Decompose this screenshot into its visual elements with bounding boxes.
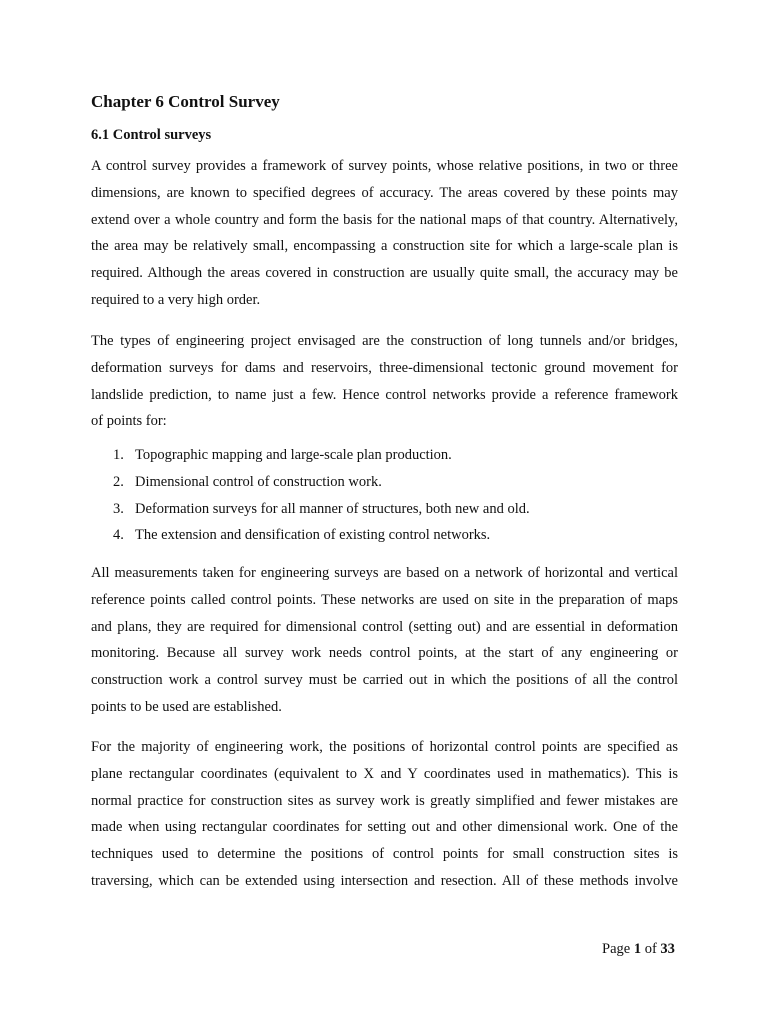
- paragraph-line: and plans, they are required for dimensional control (setting out) and are essential in deformation: [91, 618, 678, 635]
- paragraph-3: [91, 560, 678, 721]
- list-number: 2.: [113, 473, 124, 490]
- current-page-number: 1: [633, 941, 642, 957]
- chapter-title: Chapter 6 Control Survey: [91, 92, 280, 111]
- paragraph-line: monitoring. Because all survey work needs control points, at the start of any engineering or: [91, 645, 678, 662]
- list-item: [113, 472, 530, 499]
- paragraph-line: normal practice for construction sites as survey work is greatly simplified and fewer mistakes are: [91, 792, 678, 809]
- of-label: of: [644, 941, 657, 957]
- list-number: 4.: [113, 527, 124, 544]
- paragraph-line: All measurements taken for engineering surveys are based on a network of horizontal and vertical: [91, 565, 678, 581]
- paragraph-line: the area may be relatively small, encompassing a construction site for which a large-scale plan is: [91, 238, 678, 255]
- paragraph-line: For the majority of engineering work, the positions of horizontal control points are specified as: [91, 739, 678, 755]
- paragraph-line: landslide prediction, to name just a few. Hence control networks provide a reference framework: [91, 386, 678, 403]
- list-item: [113, 525, 530, 552]
- paragraph-line: deformation surveys for dams and reservoirs, three-dimensional tectonic ground movement for: [91, 359, 678, 376]
- paragraph-line: required. Although the areas covered in construction are usually quite small, the accuracy may be: [91, 265, 678, 282]
- paragraph-line: extend over a whole country and form the basis for the national maps of that country. Alternatively,: [91, 211, 678, 228]
- section-title: 6.1 Control surveys: [91, 127, 212, 143]
- paragraph-line: A control survey provides a framework of survey points, whose relative positions, in two or three: [91, 158, 678, 174]
- paragraph-line: dimensions, are known to specified degrees of accuracy. The areas covered by these points may: [91, 184, 678, 201]
- paragraph-4: [91, 734, 678, 895]
- paragraph-line: The types of engineering project envisaged are the construction of long tunnels and/or bridges,: [91, 333, 678, 349]
- paragraph-line: plane rectangular coordinates (equivalent to X and Y coordinates used in mathematics). This is: [91, 765, 678, 782]
- page-number-footer: [602, 941, 675, 958]
- page-label: Page: [602, 941, 631, 957]
- paragraph-1: [91, 153, 678, 314]
- list-text: Topographic mapping and large-scale plan production.: [135, 447, 452, 463]
- paragraph-line: construction work a control survey must be carried out in which the positions of all the control: [91, 672, 678, 689]
- list-text: The extension and densification of existing control networks.: [135, 527, 491, 544]
- paragraph-line: of points for:: [91, 413, 167, 430]
- paragraph-2: [91, 328, 678, 435]
- paragraph-line: reference points called control points. These networks are used on site in the preparation of maps: [91, 591, 678, 608]
- paragraph-line: techniques used to determine the positions of control points for small construction sites is: [91, 846, 678, 863]
- list-number: 1.: [113, 447, 124, 463]
- list-item: [113, 445, 530, 472]
- paragraph-line: traversing, which can be extended using intersection and resection. All of these methods involve: [91, 872, 678, 889]
- paragraph-line: made when using rectangular coordinates for setting out and other dimensional work. One of the: [91, 819, 678, 836]
- paragraph-line: required to a very high order.: [91, 291, 261, 308]
- list-text: Deformation surveys for all manner of structures, both new and old.: [135, 500, 530, 517]
- list-item: [113, 499, 530, 526]
- paragraph-line: points to be used are established.: [91, 698, 282, 715]
- list-text: Dimensional control of construction work.: [135, 473, 382, 490]
- total-pages-number: 33: [660, 941, 675, 957]
- numbered-list: [113, 445, 530, 552]
- list-number: 3.: [113, 500, 124, 517]
